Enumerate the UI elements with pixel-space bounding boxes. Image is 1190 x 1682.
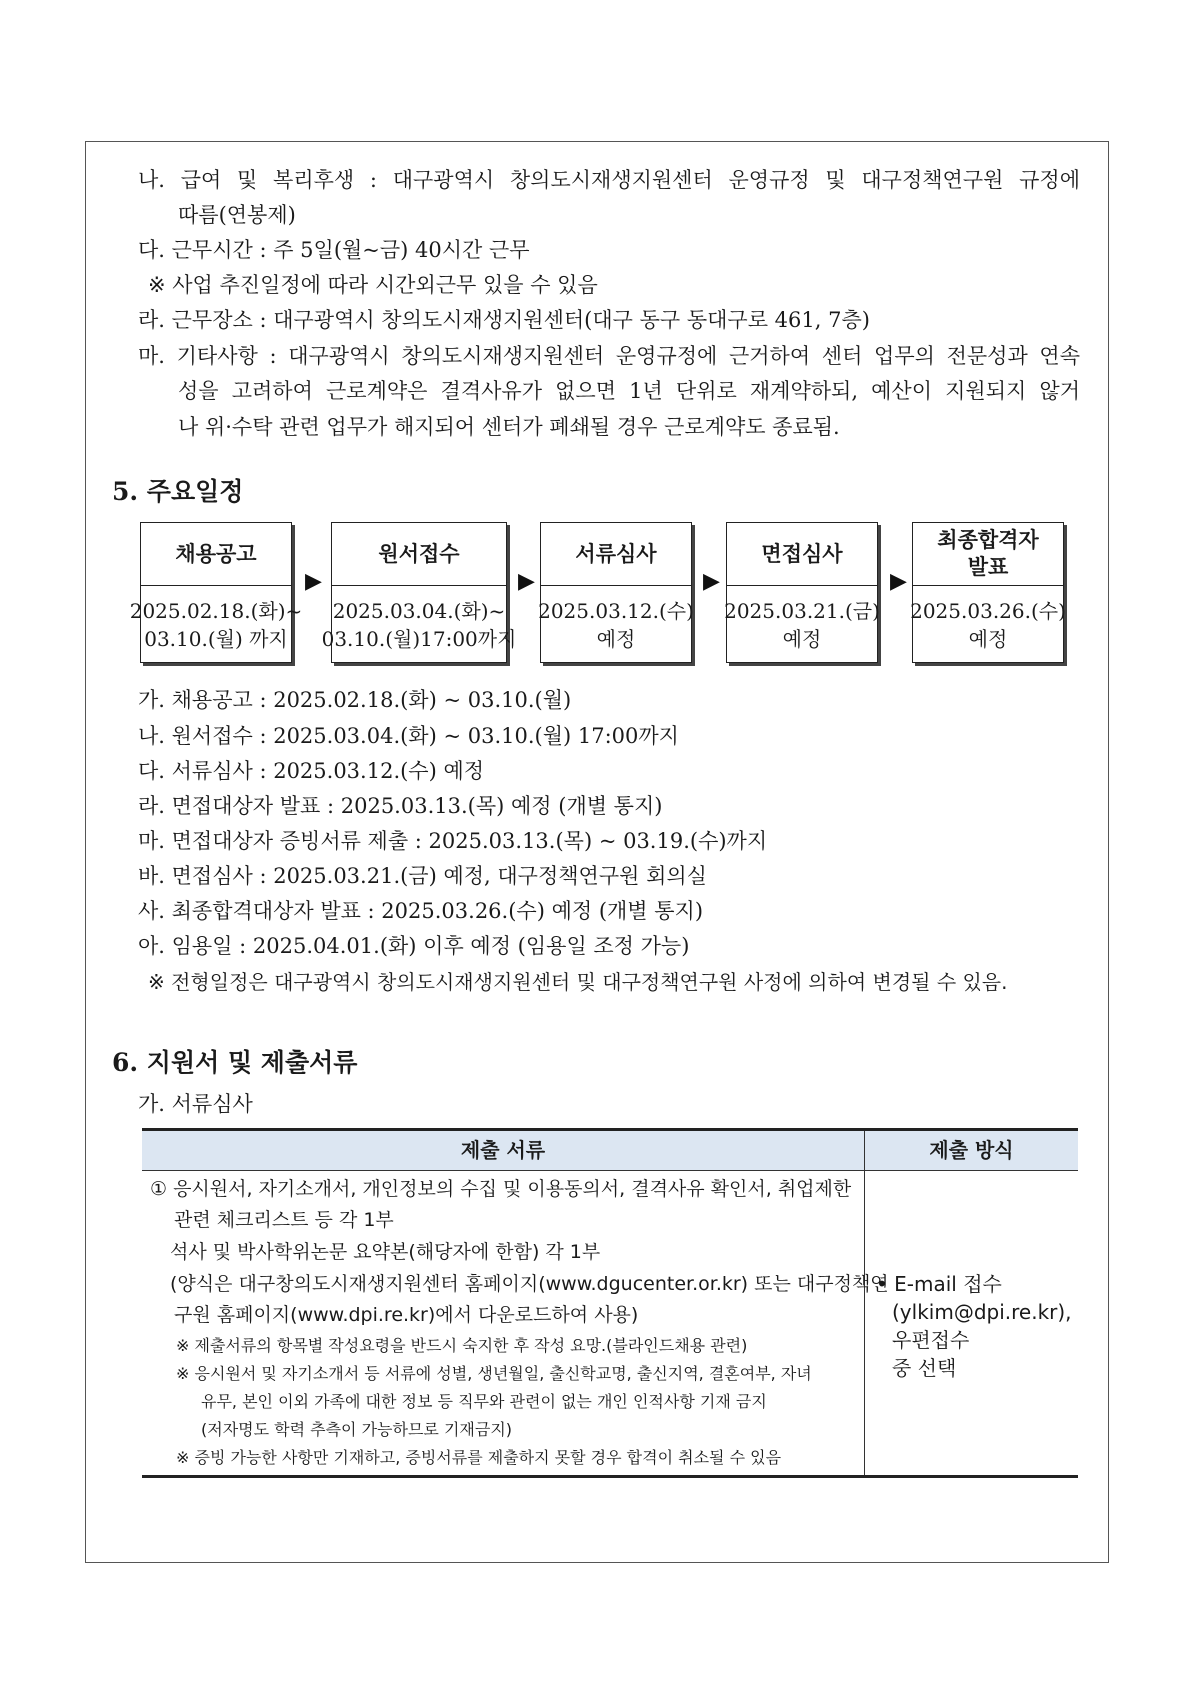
- schedule-item: 가. 채용공고 : 2025.02.18.(화) ~ 03.10.(월): [138, 688, 572, 712]
- schedule-item: 라. 면접대상자 발표 : 2025.03.13.(목) 예정 (개별 통지): [138, 794, 663, 818]
- table-line: 석사 및 박사학위논문 요약본(해당자에 한함) 각 1부: [170, 1241, 601, 1263]
- arrow-right-icon: ▶: [703, 569, 720, 594]
- table-line: (양식은 대구창의도시재생지원센터 홈페이지(www.dgucenter.or.kr) 또는 대구정책연: [170, 1273, 889, 1295]
- flow-box: [129, 522, 303, 663]
- flow-box-title: 서류심사: [541, 523, 691, 586]
- flow-box-title: [913, 523, 1063, 586]
- method-line: 중 선택: [892, 1356, 957, 1380]
- flow-box-title-line: 발표: [967, 555, 1009, 579]
- text-line: 나. 급여 및 복리후생 : 대구광역시 창의도시재생지원센터 운영규정 및 대구정책연구원 규정에: [138, 168, 1080, 192]
- method-line: (ylkim@dpi.re.kr),: [892, 1300, 1072, 1324]
- flow-box-date: 03.10.(월)17:00까지: [321, 627, 517, 651]
- schedule-item: 아. 임용일 : 2025.04.01.(화) 이후 예정 (임용일 조정 가능): [138, 934, 690, 958]
- text-line: 나 위·수탁 관련 업무가 해지되어 센터가 폐쇄될 경우 근로계약도 종료됨.: [178, 415, 840, 439]
- note-line: ※ 전형일정은 대구광역시 창의도시재생지원센터 및 대구정책연구원 사정에 의하여 변경될 수 있음.: [148, 970, 1008, 994]
- flow-box-date: 03.10.(월) 까지: [144, 627, 288, 651]
- method-line: • E-mail 접수: [876, 1272, 1002, 1296]
- flow-box: [912, 522, 1064, 663]
- section-heading: 5. 주요일정: [112, 477, 244, 506]
- method-line: 우편접수: [892, 1328, 970, 1352]
- flow-box-title: 원서접수: [332, 523, 506, 586]
- flow-box-date: 2025.03.04.(화)~: [332, 599, 506, 623]
- flow-box-date: 2025.02.18.(화)~: [129, 599, 303, 623]
- sub-heading: 가. 서류심사: [138, 1092, 253, 1116]
- table-header-cell: 제출 서류: [460, 1138, 546, 1162]
- section-heading: 6. 지원서 및 제출서류: [112, 1048, 358, 1077]
- text-line: 라. 근무장소 : 대구광역시 창의도시재생지원센터(대구 동구 동대구로 461, 7층): [138, 308, 870, 332]
- table-note: ※ 증빙 가능한 사항만 기재하고, 증빙서류를 제출하지 못할 경우 합격이 취소될 수 있음: [176, 1448, 782, 1467]
- arrow-right-icon: ▶: [305, 569, 322, 594]
- schedule-item: 마. 면접대상자 증빙서류 제출 : 2025.03.13.(목) ~ 03.19.(수)까지: [138, 829, 768, 853]
- flow-box-date: 예정: [596, 627, 636, 651]
- schedule-item: 바. 면접심사 : 2025.03.21.(금) 예정, 대구정책연구원 회의실: [138, 864, 707, 888]
- schedule-item: 다. 서류심사 : 2025.03.12.(수) 예정: [138, 759, 485, 783]
- arrow-right-icon: ▶: [518, 569, 535, 594]
- table-note: ※ 제출서류의 항목별 작성요령을 반드시 숙지한 후 작성 요망.(블라인드채용 관련): [176, 1336, 748, 1355]
- flow-box: [540, 522, 692, 663]
- flow-box-title-line: 최종합격자: [937, 528, 1039, 552]
- table-header-cell: 제출 방식: [929, 1138, 1014, 1162]
- schedule-item: 나. 원서접수 : 2025.03.04.(화) ~ 03.10.(월) 17:00까지: [138, 724, 679, 748]
- text-line: 성을 고려하여 근로계약은 결격사유가 없으면 1년 단위로 재계약하되, 예산이 지원되지 않거: [178, 379, 1080, 403]
- table-note: ※ 응시원서 및 자기소개서 등 서류에 성별, 생년월일, 출신학교명, 출신지역, 결혼여부, 자녀: [176, 1364, 812, 1383]
- flow-box-date: 예정: [968, 627, 1008, 651]
- flow-box: [321, 522, 517, 663]
- table-line: 구원 홈페이지(www.dpi.re.kr)에서 다운로드하여 사용): [174, 1304, 639, 1326]
- flow-box-title: 면접심사: [727, 523, 877, 586]
- text-line: 다. 근무시간 : 주 5일(월~금) 40시간 근무: [138, 238, 530, 262]
- flow-box: [726, 522, 878, 663]
- table-line: 관련 체크리스트 등 각 1부: [174, 1209, 394, 1231]
- flow-box-date: 예정: [782, 627, 822, 651]
- text-line: 따름(연봉제): [178, 203, 296, 227]
- documents-table: [142, 1128, 1078, 1479]
- flow-box-date: 2025.03.12.(수): [538, 599, 694, 623]
- flow-box-title: 채용공고: [141, 523, 291, 586]
- table-line: ① 응시원서, 자기소개서, 개인정보의 수집 및 이용동의서, 결격사유 확인서, 취업제한: [150, 1178, 852, 1200]
- table-note: 유무, 본인 이외 가족에 대한 정보 등 직무와 관련이 없는 개인 인적사항 기재 금지: [201, 1392, 767, 1411]
- table-note: (저자명도 학력 추측이 가능하므로 기재금지): [201, 1420, 513, 1439]
- schedule-item: 사. 최종합격대상자 발표 : 2025.03.26.(수) 예정 (개별 통지): [138, 899, 704, 923]
- flow-box-date: 2025.03.21.(금): [724, 599, 880, 623]
- flow-box-date: 2025.03.26.(수): [910, 599, 1066, 623]
- text-line: 마. 기타사항 : 대구광역시 창의도시재생지원센터 운영규정에 근거하여 센터 업무의 전문성과 연속: [138, 344, 1080, 368]
- arrow-right-icon: ▶: [890, 569, 907, 594]
- note-line: ※ 사업 추진일정에 따라 시간외근무 있을 수 있음: [148, 273, 598, 297]
